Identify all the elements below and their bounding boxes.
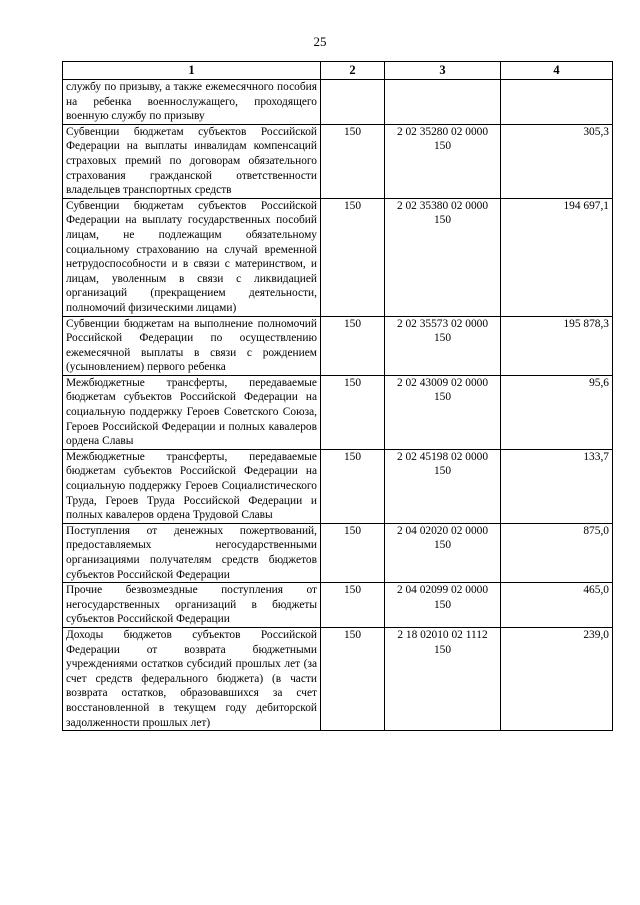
row-amount: 305,3 xyxy=(501,124,613,198)
row-kbk xyxy=(385,80,501,125)
row-kbk: 2 04 02020 02 0000 150 xyxy=(385,523,501,582)
row-code: 150 xyxy=(321,449,385,523)
table-row xyxy=(63,198,613,316)
row-description: Субвенции бюджетам субъектов Российской Федерации на выплаты инвалидам компенсаций страховых премий по договорам обязательного страхования гражданской ответственности владельцев транспортных средств xyxy=(63,124,321,198)
row-kbk: 2 02 35573 02 0000 150 xyxy=(385,316,501,375)
row-code: 150 xyxy=(321,627,385,730)
row-description: Субвенции бюджетам субъектов Российской Федерации на выплату государственных пособий лицам, не подлежащим обязательному социальному страхованию на случай временной нетрудоспособности и в связи с материнством, и лицам, уволенным в связи с ликвидацией организаций (прекращением деятельности, полномочий физическими лицами) xyxy=(63,198,321,316)
row-description: службу по призыву, а также ежемесячного пособия на ребенка военнослужащего, проходящего военную службу по призыву xyxy=(63,80,321,125)
row-code: 150 xyxy=(321,583,385,628)
table-row xyxy=(63,583,613,628)
row-code: 150 xyxy=(321,198,385,316)
row-kbk: 2 18 02010 02 1112 150 xyxy=(385,627,501,730)
row-amount xyxy=(501,80,613,125)
table-row xyxy=(63,523,613,582)
table-row xyxy=(63,316,613,375)
revenue-table xyxy=(62,61,613,731)
row-code: 150 xyxy=(321,523,385,582)
row-code xyxy=(321,80,385,125)
column-header: 4 xyxy=(501,62,613,80)
row-kbk: 2 02 43009 02 0000 150 xyxy=(385,375,501,449)
row-code: 150 xyxy=(321,316,385,375)
table-row xyxy=(63,627,613,730)
row-code: 150 xyxy=(321,375,385,449)
row-amount: 195 878,3 xyxy=(501,316,613,375)
table-row xyxy=(63,375,613,449)
table-header-row xyxy=(63,62,613,80)
row-amount: 875,0 xyxy=(501,523,613,582)
row-amount: 194 697,1 xyxy=(501,198,613,316)
row-amount: 465,0 xyxy=(501,583,613,628)
row-description: Поступления от денежных пожертвований, предоставляемых негосударственными организациями получателям средств бюджетов субъектов Российской Федерации xyxy=(63,523,321,582)
column-header: 3 xyxy=(385,62,501,80)
row-description: Субвенции бюджетам на выполнение полномочий Российской Федерации по осуществлению ежемесячной выплаты в связи с рождением (усыновлением) первого ребенка xyxy=(63,316,321,375)
row-amount: 133,7 xyxy=(501,449,613,523)
row-description: Доходы бюджетов субъектов Российской Федерации от возврата бюджетными учреждениями остатков субсидий прошлых лет (за счет средств федерального бюджета) (в части возврата остатков, образовавшихся за счет восстановленной в текущем году дебиторской задолженности прошлых лет) xyxy=(63,627,321,730)
column-header: 1 xyxy=(63,62,321,80)
table-row xyxy=(63,80,613,125)
table-row xyxy=(63,124,613,198)
row-kbk: 2 02 35280 02 0000 150 xyxy=(385,124,501,198)
row-kbk: 2 04 02099 02 0000 150 xyxy=(385,583,501,628)
row-kbk: 2 02 35380 02 0000 150 xyxy=(385,198,501,316)
table-row xyxy=(63,449,613,523)
row-description: Межбюджетные трансферты, передаваемые бюджетам субъектов Российской Федерации на социальную поддержку Героев Советского Союза, Героев Российской Федерации и полных кавалеров ордена Славы xyxy=(63,375,321,449)
row-amount: 239,0 xyxy=(501,627,613,730)
row-description: Прочие безвозмездные поступления от негосударственных организаций в бюджеты субъектов Российской Федерации xyxy=(63,583,321,628)
row-amount: 95,6 xyxy=(501,375,613,449)
row-kbk: 2 02 45198 02 0000 150 xyxy=(385,449,501,523)
row-description: Межбюджетные трансферты, передаваемые бюджетам субъектов Российской Федерации на социальную поддержку Героев Социалистического Труда, Героев Труда Российской Федерации и полных кавалеров ордена Трудовой Славы xyxy=(63,449,321,523)
row-code: 150 xyxy=(321,124,385,198)
column-header: 2 xyxy=(321,62,385,80)
page-number: 25 xyxy=(313,34,327,49)
